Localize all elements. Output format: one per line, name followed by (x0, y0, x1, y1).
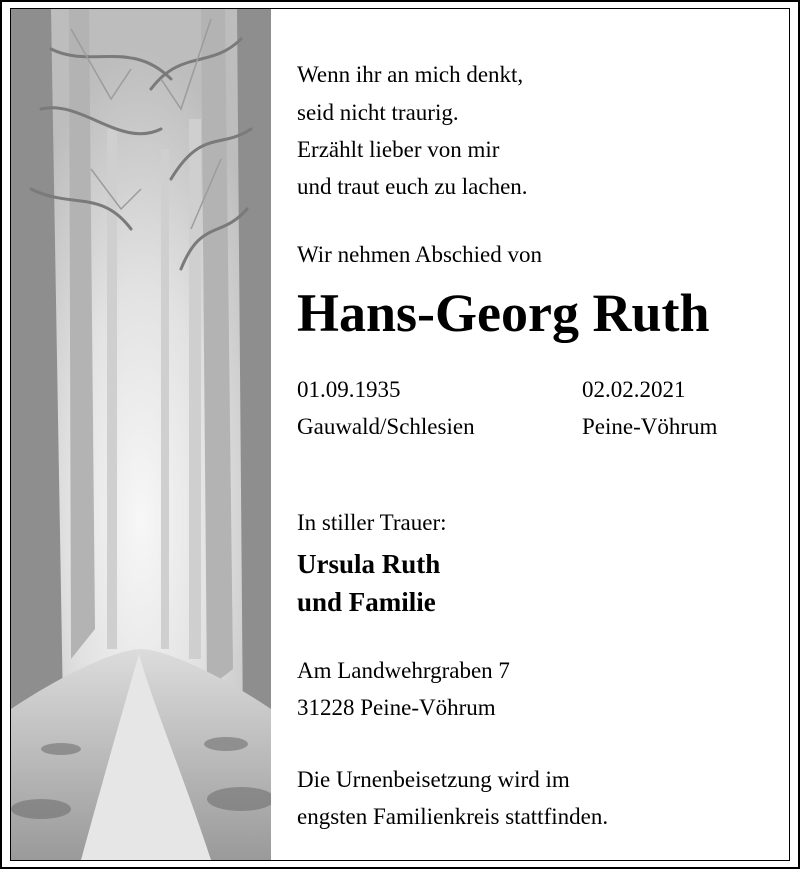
mourning-label: In stiller Trauer: (297, 510, 447, 535)
poem-line: Wenn ihr an mich denkt, (297, 62, 524, 87)
death-date: 02.02.2021 (582, 377, 686, 402)
poem-line: und traut euch zu lachen. (297, 174, 528, 199)
birth-date: 01.09.1935 (297, 377, 401, 402)
deceased-name: Hans-Georg Ruth (297, 283, 710, 343)
burial-note: engsten Familienkreis stattfinden. (297, 804, 609, 829)
birth-place: Gauwald/Schlesien (297, 414, 475, 439)
address-city: 31228 Peine-Vöhrum (297, 695, 496, 720)
farewell-intro: Wir nehmen Abschied von (297, 242, 542, 267)
mourner-name: Ursula Ruth (297, 549, 441, 579)
address-street: Am Landwehrgraben 7 (297, 658, 510, 683)
mourner-family: und Familie (297, 587, 436, 617)
poem-line: seid nicht traurig. (297, 100, 459, 125)
burial-note: Die Urnenbeisetzung wird im (297, 767, 570, 792)
poem-line: Erzählt lieber von mir (297, 137, 500, 162)
death-place: Peine-Vöhrum (582, 414, 718, 439)
